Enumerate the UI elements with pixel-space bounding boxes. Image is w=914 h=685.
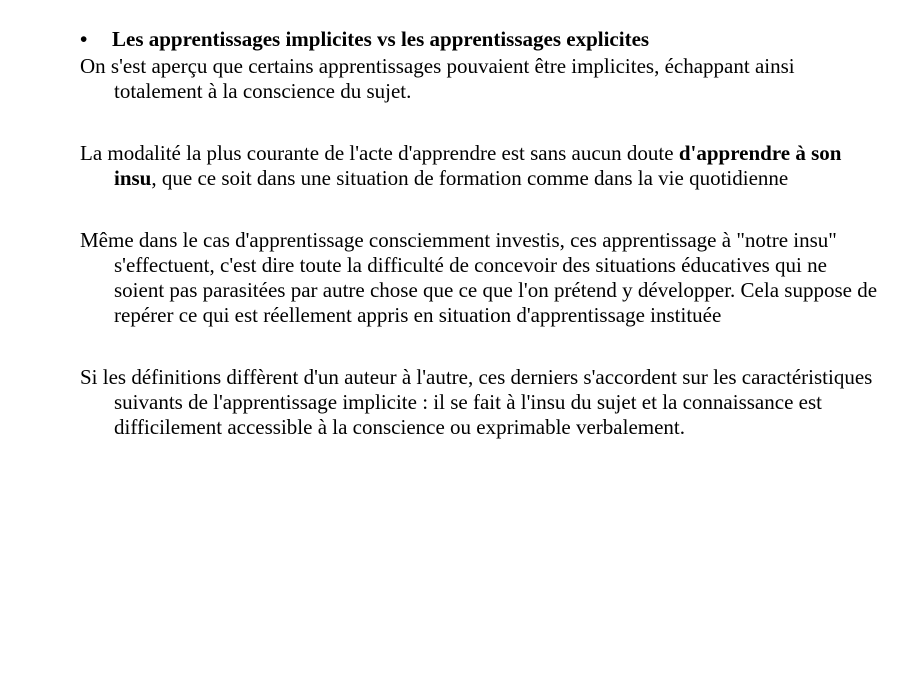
paragraph-learning-modality [80,141,880,191]
paragraph-conscious-learning: Même dans le cas d'apprentissage consciemment investis, ces apprentissage à "notre insu" s'effectuent, c'est dire toute la difficulté de concevoir des situations éducatives qui ne soient pas parasitées par autre chose que ce que l'on prétend y développer. Cela suppose de repérer ce qui est réellement appris en situation d'apprentissage instituée [80,228,878,327]
bullet-icon: • [80,27,88,51]
paragraph-definitions: Si les définitions diffèrent d'un auteur à l'autre, ces derniers s'accordent sur les caractéristiques suivants de l'apprentissage implicite : il se fait à l'insu du sujet et la connaissance est difficilement accessible à la conscience ou exprimable verbalement. [80,365,873,439]
paragraph-text: , que ce soit dans une situation de formation comme dans la vie quotidienne [151,166,789,190]
heading-text: Les apprentissages implicites vs les apprentissages explicites [112,27,650,51]
heading [80,26,880,52]
emphasis-text: d'apprendre à son insu [114,141,842,190]
slide-content [80,26,880,477]
paragraph-text: La modalité la plus courante de l'acte d'apprendre est sans aucun doute [80,141,679,165]
paragraph-implicit-learning: On s'est aperçu que certains apprentissages pouvaient être implicites, échappant ainsi totalement à la conscience du sujet. [80,54,795,103]
